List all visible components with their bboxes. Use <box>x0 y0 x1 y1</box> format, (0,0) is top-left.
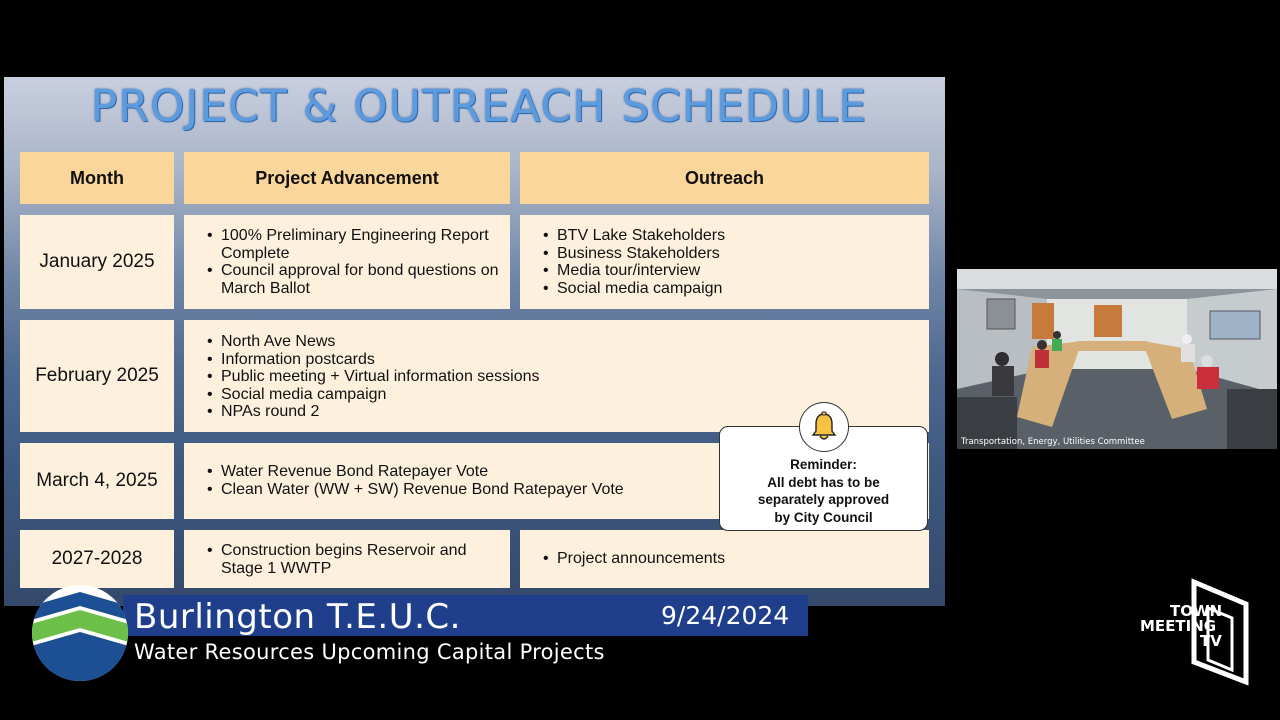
brand-line: TV <box>1200 632 1222 650</box>
lower-third-subtitle: Water Resources Upcoming Capital Projects <box>134 640 605 664</box>
list-item: • Social media campaign <box>221 386 929 404</box>
reminder-line: All debt has to be <box>767 474 880 490</box>
burlington-logo-icon <box>31 584 129 682</box>
camera-feed <box>957 269 1277 449</box>
list-item: • Council approval for bond questions on March Ballot <box>221 262 510 297</box>
project-cell <box>184 530 510 588</box>
town-meeting-tv-wordmark <box>1140 604 1222 649</box>
presentation-slide <box>4 77 945 606</box>
list-item: • Public meeting + Virtual information sessions <box>221 368 929 386</box>
reminder-line: separately approved <box>757 492 890 507</box>
camera-label: Transportation, Energy, Utilities Committee <box>961 437 1145 447</box>
list-item: • Social media campaign <box>557 280 929 298</box>
project-cell <box>184 215 510 309</box>
lower-third-date: 9/24/2024 <box>661 601 790 630</box>
list-item: • Construction begins Reservoir and Stage 1 WWTP <box>221 542 510 577</box>
reminder-title: Reminder: <box>790 457 857 472</box>
list-item: • Business Stakeholders <box>557 245 929 263</box>
meeting-room-image <box>957 269 1277 449</box>
month-cell: February 2025 <box>20 320 174 432</box>
reminder-line: by City Council <box>774 509 873 525</box>
month-cell: January 2025 <box>20 215 174 309</box>
list-item: • Clean Water (WW + SW) Revenue Bond Ratepayer Vote <box>221 481 929 499</box>
header-project-advancement: Project Advancement <box>184 152 510 204</box>
list-item: • Media tour/interview <box>557 262 929 280</box>
bell-icon <box>799 402 849 452</box>
month-cell: March 4, 2025 <box>20 443 174 519</box>
list-item: • BTV Lake Stakeholders <box>557 227 929 245</box>
list-item: • North Ave News <box>221 333 929 351</box>
list-item: • 100% Preliminary Engineering Report Complete <box>221 227 510 262</box>
brand-line: MEETING <box>1140 617 1217 635</box>
header-outreach: Outreach <box>520 152 929 204</box>
list-item: • NPAs round 2 <box>221 403 929 421</box>
list-item: • Water Revenue Bond Ratepayer Vote <box>221 463 929 481</box>
month-cell: 2027-2028 <box>20 530 174 588</box>
slide-title: PROJECT & OUTREACH SCHEDULE <box>90 81 868 132</box>
brand-line: TOWN <box>1170 602 1223 620</box>
list-item: • Information postcards <box>221 351 929 369</box>
list-item: • Project announcements <box>557 550 929 568</box>
outreach-cell <box>520 530 929 588</box>
outreach-cell <box>520 215 929 309</box>
header-month: Month <box>20 152 174 204</box>
lower-third-title: Burlington T.E.U.C. <box>134 597 461 637</box>
